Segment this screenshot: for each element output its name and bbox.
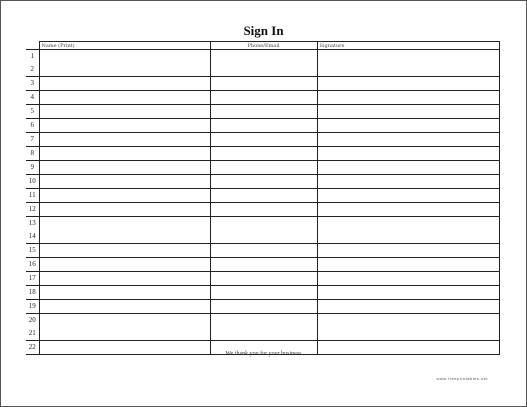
row-number: 22	[28, 343, 36, 351]
name-cell[interactable]	[39, 175, 210, 189]
row-number-cell	[26, 133, 39, 147]
signature-cell[interactable]	[317, 272, 499, 286]
row-number-cell	[26, 272, 39, 286]
signature-cell[interactable]	[317, 77, 499, 91]
signature-cell[interactable]	[317, 258, 499, 272]
row-number: 12	[28, 205, 36, 213]
row-number: 13	[28, 219, 36, 227]
table-row	[26, 189, 499, 203]
row-number-cell	[26, 91, 39, 105]
contact-cell[interactable]	[210, 161, 317, 175]
row-number: 5	[30, 107, 34, 115]
row-number: 16	[28, 260, 36, 268]
table-row	[26, 244, 499, 258]
table-row	[26, 133, 499, 147]
signature-cell[interactable]	[317, 50, 499, 77]
signature-cell[interactable]	[317, 217, 499, 244]
table-row	[26, 258, 499, 272]
name-cell[interactable]	[39, 314, 210, 341]
contact-cell[interactable]	[210, 105, 317, 119]
signature-cell[interactable]	[317, 133, 499, 147]
name-cell[interactable]	[39, 286, 210, 300]
name-cell[interactable]	[39, 161, 210, 175]
row-number-cell	[26, 244, 39, 258]
row-number-cell	[26, 175, 39, 189]
name-cell[interactable]	[39, 133, 210, 147]
row-number: 17	[28, 274, 36, 282]
row-number-cell	[26, 161, 39, 175]
contact-cell[interactable]	[210, 217, 317, 244]
row-number-cell	[26, 203, 39, 217]
contact-cell[interactable]	[210, 258, 317, 272]
signature-cell[interactable]	[317, 189, 499, 203]
signature-cell[interactable]	[317, 286, 499, 300]
name-cell[interactable]	[39, 105, 210, 119]
name-cell[interactable]	[39, 77, 210, 91]
contact-cell[interactable]	[210, 175, 317, 189]
table-row	[26, 314, 499, 341]
contact-cell[interactable]	[210, 77, 317, 91]
table-row	[26, 175, 499, 189]
sign-in-table	[26, 41, 500, 355]
contact-cell[interactable]	[210, 286, 317, 300]
row-number-cell	[26, 147, 39, 161]
row-number: 4	[30, 93, 34, 101]
column-header-name: Name (Print)	[39, 42, 210, 50]
table-row	[26, 217, 499, 244]
row-number: 15	[28, 246, 36, 254]
column-header-signature: Signature	[317, 42, 499, 50]
name-cell[interactable]	[39, 50, 210, 77]
signature-cell[interactable]	[317, 300, 499, 314]
row-number: 9	[30, 163, 34, 171]
row-number: 14	[28, 232, 36, 240]
signature-cell[interactable]	[317, 91, 499, 105]
name-cell[interactable]	[39, 189, 210, 203]
row-number-cell	[26, 50, 39, 77]
signature-cell[interactable]	[317, 105, 499, 119]
table-row	[26, 161, 499, 175]
page-title: Sign In	[243, 23, 284, 38]
contact-cell[interactable]	[210, 203, 317, 217]
name-cell[interactable]	[39, 258, 210, 272]
name-cell[interactable]	[39, 300, 210, 314]
table-row	[26, 147, 499, 161]
signature-cell[interactable]	[317, 244, 499, 258]
signature-cell[interactable]	[317, 314, 499, 341]
name-cell[interactable]	[39, 147, 210, 161]
row-number: 18	[28, 288, 36, 296]
signature-cell[interactable]	[317, 119, 499, 133]
contact-cell[interactable]	[210, 300, 317, 314]
row-number-cell	[26, 286, 39, 300]
contact-cell[interactable]	[210, 133, 317, 147]
row-number-cell	[26, 119, 39, 133]
row-number: 10	[28, 177, 36, 185]
row-number-cell	[26, 314, 39, 341]
contact-cell[interactable]	[210, 272, 317, 286]
row-number: 2	[30, 65, 34, 73]
name-cell[interactable]	[39, 244, 210, 258]
row-number-cell	[26, 189, 39, 203]
table-header-row	[26, 42, 499, 50]
name-cell[interactable]	[39, 272, 210, 286]
signature-cell[interactable]	[317, 147, 499, 161]
name-cell[interactable]	[39, 119, 210, 133]
row-number: 11	[28, 191, 36, 199]
row-number-cell	[26, 300, 39, 314]
row-number: 8	[30, 149, 34, 157]
row-number-cell	[26, 217, 39, 244]
sign-in-rows	[26, 50, 499, 355]
contact-cell[interactable]	[210, 119, 317, 133]
column-header-contact: Phone/Email	[210, 42, 317, 50]
table-row	[26, 300, 499, 314]
row-number-cell	[26, 258, 39, 272]
row-number: 1	[30, 52, 34, 60]
row-number: 19	[28, 302, 36, 310]
contact-cell[interactable]	[210, 244, 317, 258]
name-cell[interactable]	[39, 203, 210, 217]
name-cell[interactable]	[39, 217, 210, 244]
table-row	[26, 272, 499, 286]
row-number: 21	[28, 329, 36, 337]
row-number-cell	[26, 105, 39, 119]
table-row	[26, 203, 499, 217]
name-cell[interactable]	[39, 91, 210, 105]
row-number: 6	[30, 121, 34, 129]
footer-note: We thank you for your business	[225, 351, 302, 357]
table-row	[26, 105, 499, 119]
table-row	[26, 286, 499, 300]
contact-cell[interactable]	[210, 91, 317, 105]
row-number-cell	[26, 77, 39, 91]
table-row	[26, 119, 499, 133]
number-column-header	[26, 42, 39, 50]
contact-cell[interactable]	[210, 50, 317, 77]
contact-cell[interactable]	[210, 147, 317, 161]
signature-cell[interactable]	[317, 175, 499, 189]
contact-cell[interactable]	[210, 189, 317, 203]
row-number: 3	[30, 79, 34, 87]
site-credit: www.freeprintables.net	[436, 376, 488, 381]
table-row	[26, 77, 499, 91]
signature-cell[interactable]	[317, 161, 499, 175]
row-number: 20	[28, 316, 36, 324]
sign-in-table-wrapper	[26, 41, 499, 355]
table-row	[26, 50, 499, 77]
row-number: 7	[30, 135, 34, 143]
signature-cell[interactable]	[317, 203, 499, 217]
table-row	[26, 91, 499, 105]
contact-cell[interactable]	[210, 314, 317, 341]
